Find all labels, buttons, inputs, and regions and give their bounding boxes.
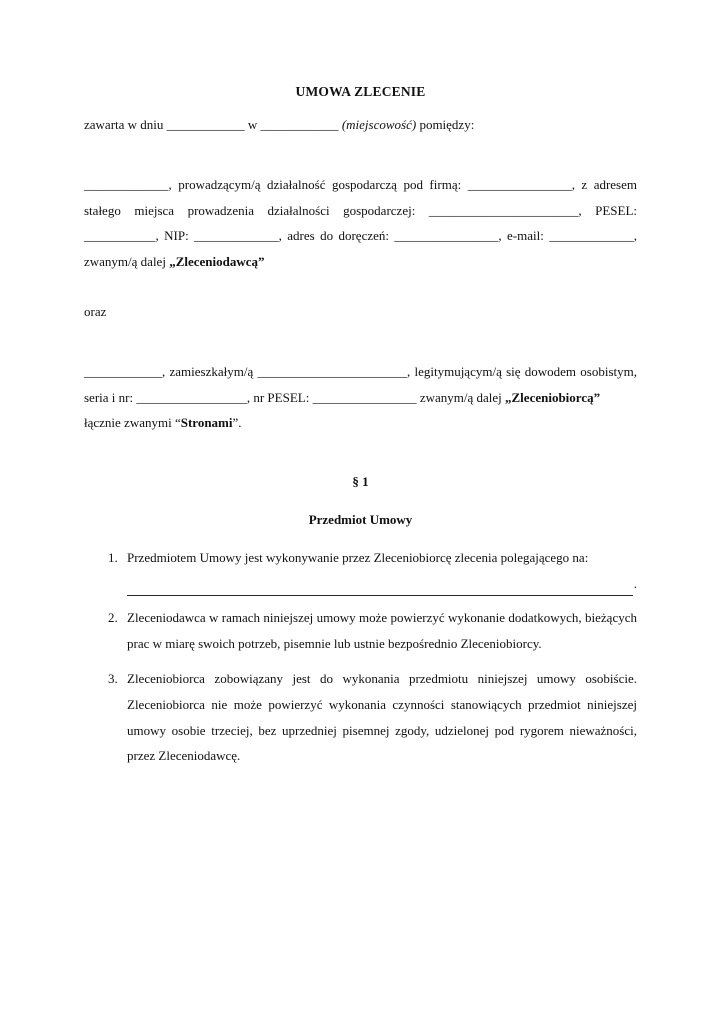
intro-italic-note: (miejscowość) <box>341 117 417 132</box>
fill-in-blank-row <box>127 571 637 597</box>
spacer <box>84 533 637 545</box>
clause-text: Przedmiotem Umowy jest wykonywanie przez Zleceniobiorcę zlecenia polegającego na: <box>127 549 589 565</box>
joint-term: Stronami <box>180 415 233 431</box>
page-title: UMOWA ZLECENIE <box>295 84 426 99</box>
section-number: § 1 <box>352 474 369 490</box>
conjunction-paragraph: oraz <box>84 303 107 319</box>
list-item <box>84 605 637 657</box>
intro-paragraph <box>84 112 637 138</box>
party-two-term: „Zleceniobiorcą” <box>505 389 601 405</box>
fill-in-blank-line[interactable] <box>127 582 633 596</box>
joint-parties-paragraph <box>84 410 637 436</box>
fill-in-blank-tail: . <box>633 575 637 591</box>
clause-text: Zleceniodawca w ramach niniejszej umowy może powierzyć wykonanie dodatkowych, bieżących prac w miarę swoich potrzeb, pisemnie lub ustnie bezpośrednio Zleceniobiorcy. <box>127 610 637 652</box>
party-one-paragraph <box>84 172 637 275</box>
spacer <box>84 325 637 359</box>
party-one-term: „Zleceniodawcą” <box>169 254 265 270</box>
clause-list <box>84 545 637 769</box>
joint-suffix: ”. <box>232 415 242 431</box>
intro-text: zawarta w dniu ____________ w ____________ <box>84 117 342 132</box>
list-item <box>84 666 637 769</box>
list-item <box>84 545 637 597</box>
clause-text: Zleceniobiorca zobowiązany jest do wykonania przedmiotu niniejszej umowy osobiście. Zleceniobiorca nie może powierzyć wykonania czynności stanowiących przedmiot niniejszej umowy osobie trzeciej, bez uprzedniej pisemnej zgody, udzielonej pod rygorem nieważności, przez Zleceniodawcę. <box>127 670 637 764</box>
party-two-text: ____________, zamieszkałym/ą _______________________, legitymującym/ą się dowodem osobistym, seria i nr: _________________, nr PESEL: ________________ zwanym/ą dalej <box>84 363 637 405</box>
spacer <box>84 495 637 507</box>
spacer <box>84 100 637 112</box>
intro-tail: pomiędzy: <box>416 117 475 132</box>
joint-prefix: łącznie zwanymi “ <box>84 415 181 431</box>
section-heading: Przedmiot Umowy <box>308 511 413 527</box>
spacer <box>84 436 637 469</box>
party-two-paragraph <box>84 359 637 411</box>
spacer <box>84 138 637 172</box>
party-one-text: _____________, prowadzącym/ą działalność gospodarczą pod firmą: ________________, z adresem stałego miejsca prowadzenia działalności gospodarczej: _______________________, PESEL: ___________, NIP: _____________, adres do doręczeń: ________________, e-mail: _____________, zwanym/ą dalej <box>84 176 637 270</box>
spacer <box>84 275 637 299</box>
